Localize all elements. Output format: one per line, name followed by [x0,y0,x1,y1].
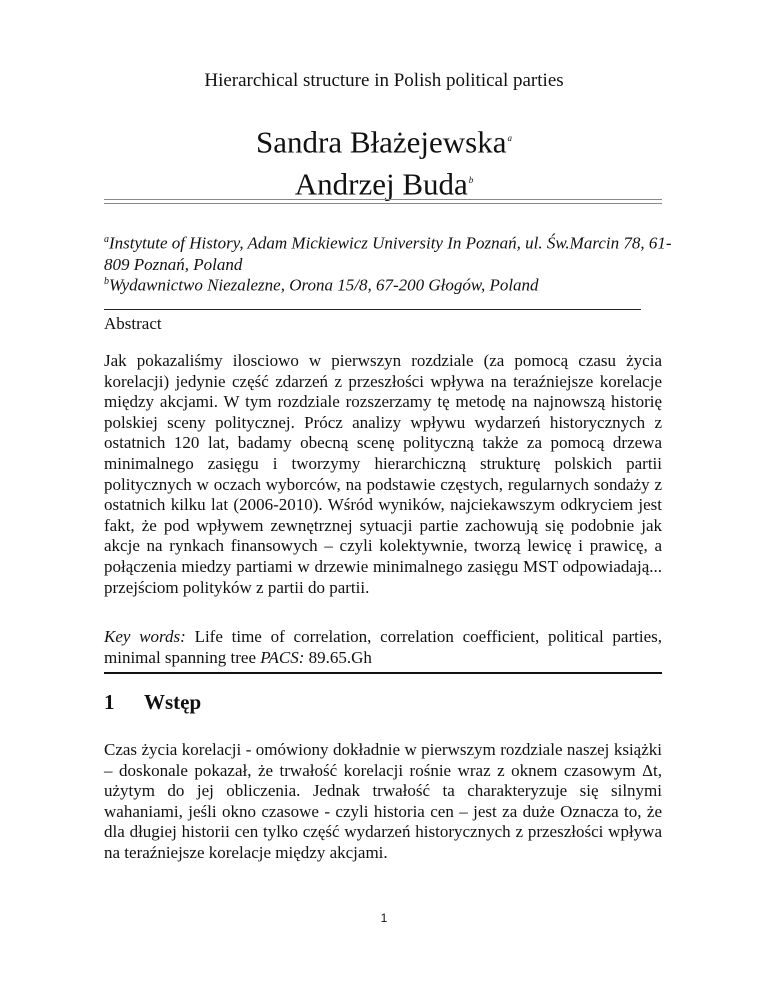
section-title: Wstęp [144,690,202,714]
author-2 [0,161,768,203]
author-2-name: Andrzej Buda [294,166,468,202]
abstract-text: Jak pokazaliśmy ilosciowo w pierwszyn rozdziale (za pomocą czasu życia korelacji) jedynie część zdarzeń z przeszłości wpływa na teraźniejsze korelacje między akcjami. W tym rozdziale rozszerzamy tę metodę na najnowszą historię polskiej sceny politycznej. Prócz analizy wpływu wydarzeń historycznych z ostatnich 120 lat, badamy obecną scenę polityczną także za pomocą drzewa minimalnego zasięgu i tworzymy hierarchiczną strukturę polskich partii politycznych w oczach wyborców, na podstawie częstych, regularnych sondaży z ostatnich kilku lat (2006-2010). Wśród wyników, najciekawszym odkryciem jest fakt, że pod wpływem zewnętrznej sytuacji partie zachowują się podobnie jak akcje na rynkach finansowych – czyli kolektywnie, tworzą lewicę i prawicę, a połączenia miedzy partiami w drzewie minimalnego zasięgu MST odpowiadają... przejściom polityków z partii do partii. [104,351,662,597]
paper-title: Hierarchical structure in Polish political parties [204,70,564,91]
author-1-mark: a [507,133,512,143]
pacs-code: 89.65.Gh [308,647,372,667]
affiliation-a-text: Instytute of History, Adam Mickiewicz University In Poznań, ul. Św.Marcin 78, 61-809 Poznań, Poland [104,233,672,274]
keywords-block [104,627,662,668]
abstract-heading: Abstract [104,314,162,333]
header-double-rule [104,199,662,204]
affiliation-b-mark: b [104,276,109,287]
author-list [0,119,768,204]
affiliation-underline [104,309,641,310]
pacs-label: PACS: [260,647,305,667]
affiliation-b [104,271,684,296]
page-number: 1 [380,911,388,925]
author-2-mark: b [468,175,474,186]
affiliation-a [104,229,684,275]
section-heading [104,690,201,715]
author-1-name: Sandra Błażejewska [256,124,507,160]
author-1 [0,119,768,161]
keywords-text: Life time of correlation, correlation coefficient, political parties, minimal spanning tree [104,627,662,667]
keywords-rule [104,672,662,674]
section-number: 1 [104,690,115,714]
intro-paragraph: Czas życia korelacji - omówiony dokładnie w pierwszym rozdziale naszej książki – doskonale pokazał, że trwałość korelacji rośnie wraz z oknem czasowym Δt, użytym do jej obliczenia. Jednak trwałość ta charakteryzuje się silnymi wahaniami, jeśli okno czasowe - czyli historia cen – jest za duże Oznacza to, że dla długiej historii cen tylko część wydarzeń historycznych z przeszłości wpływa na teraźniejsze korelacje między akcjami. [104,740,662,862]
keywords-label: Key words: [104,627,186,646]
affiliation-b-text: Wydawnictwo Niezalezne, Orona 15/8, 67-200 Głogów, Poland [109,275,539,295]
affiliation-a-mark: a [104,234,109,245]
